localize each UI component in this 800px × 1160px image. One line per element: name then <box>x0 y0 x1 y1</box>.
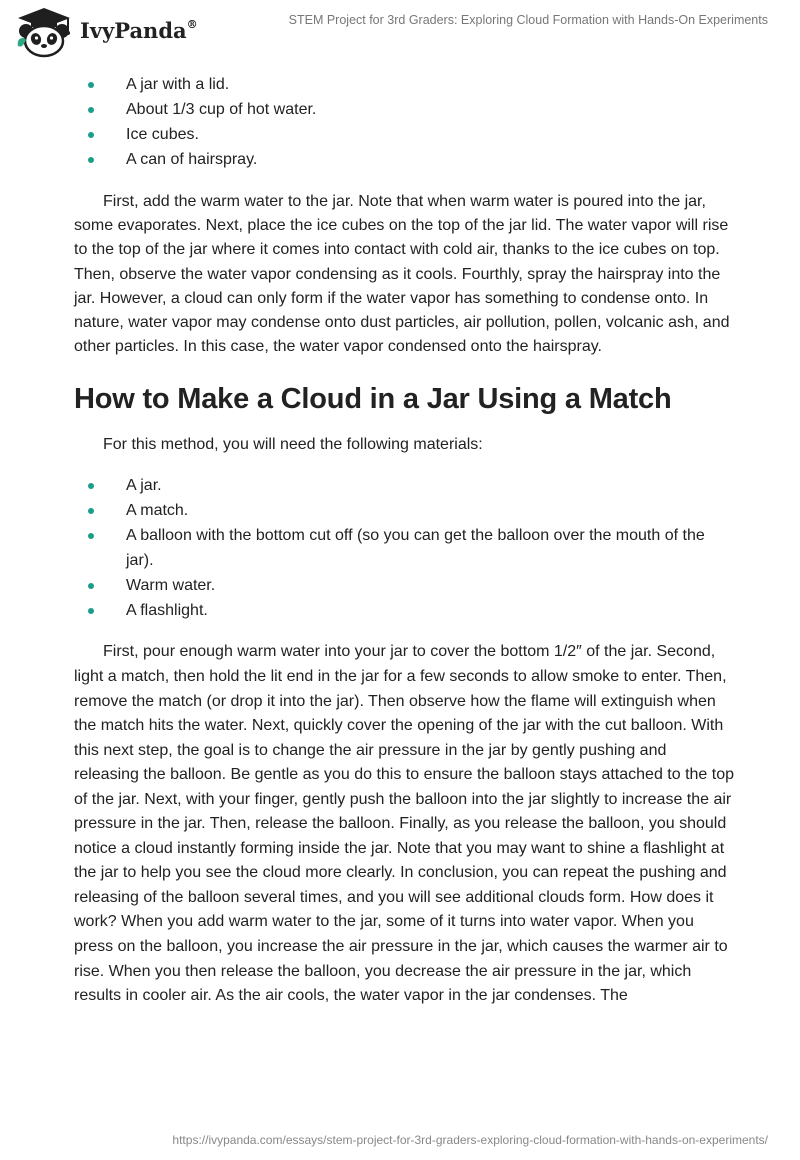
materials-list-2 <box>74 473 734 623</box>
list-item-text: A flashlight. <box>126 602 208 620</box>
list-item <box>74 473 734 498</box>
article-content <box>74 70 734 1009</box>
bullet-icon <box>88 533 94 539</box>
list-item <box>74 97 734 122</box>
list-item-text: A match. <box>126 502 189 520</box>
bullet-icon <box>88 508 94 514</box>
registered-mark: ® <box>186 18 198 31</box>
page-header <box>0 0 800 70</box>
list-item <box>74 72 734 97</box>
list-item <box>74 122 734 147</box>
list-item-text: A can of hairspray. <box>126 151 258 168</box>
logo-wordmark: IvyPanda <box>80 18 187 43</box>
source-url-link[interactable]: https://ivypanda.com/essays/stem-project-for-3rd-graders-exploring-cloud-formation-with-hands-on-experiments/ <box>172 1133 768 1147</box>
bullet-icon <box>88 583 94 589</box>
document-title: STEM Project for 3rd Graders: Exploring Cloud Formation with Hands-On Experiments <box>288 13 768 27</box>
list-item <box>74 498 734 523</box>
bullet-icon <box>88 132 94 138</box>
list-item <box>74 523 734 573</box>
list-item-text: About 1/3 cup of hot water. <box>126 101 317 118</box>
ivypanda-logo[interactable] <box>14 6 204 58</box>
bullet-icon <box>88 107 94 113</box>
list-item-text: Warm water. <box>126 577 216 595</box>
paragraph-hairspray-method: First, add the warm water to the jar. Note that when warm water is poured into the jar, some evaporates. Next, place the ice cubes on the top of the jar lid. The water vapor will rise to the top of the jar where it comes into contact with cold air, thanks to the ice cubes on top. Then, observe the water vapor condensing as it cools. Fourthly, spray the hairspray into the jar. However, a cloud can only form if the water vapor has something to condense onto. In nature, water vapor may condense onto dust particles, air pollution, pollen, volcanic ash, and other particles. In this case, the water vapor condensed onto the hairspray. <box>74 193 730 356</box>
list-item-text: Ice cubes. <box>126 126 199 143</box>
bullet-icon <box>88 608 94 614</box>
logo-text <box>80 18 198 43</box>
list-item-text: A jar. <box>126 477 162 495</box>
bullet-icon <box>88 157 94 163</box>
bullet-icon <box>88 483 94 489</box>
list-item-text: A jar with a lid. <box>126 76 230 93</box>
list-item <box>74 573 734 598</box>
list-item-text: A balloon with the bottom cut off (so you can get the balloon over the mouth of the jar). <box>126 527 705 570</box>
section-heading: How to Make a Cloud in a Jar Using a Match <box>74 383 672 416</box>
list-item <box>74 147 734 172</box>
materials-list-1 <box>74 72 734 172</box>
list-item <box>74 598 734 623</box>
paragraph-match-method: First, pour enough warm water into your jar to cover the bottom 1/2″ of the jar. Second, light a match, then hold the lit end in the jar for a few seconds to allow smoke to enter. Then, remove the match (or drop it into the jar). Then observe how the flame will extinguish when the match hits the water. Next, quickly cover the opening of the jar with the cut balloon. With this next step, the goal is to change the air pressure in the jar by gently pushing and releasing the balloon. Be gentle as you do this to ensure the balloon stays attached to the top of the jar. Next, with your finger, gently push the balloon into the jar slightly to increase the air pressure in the jar. Then, release the balloon. Finally, as you release the balloon, you should notice a cloud instantly forming inside the jar. Note that you may want to shine a flashlight at the jar to help you see the cloud more clearly. In conclusion, you can repeat the pushing and releasing of the balloon several times, and you will see additional clouds form. How does it work? When you add warm water to the jar, some of it turns into water vapor. When you press on the balloon, you increase the air pressure in the jar, which causes the warmer air to rise. When you then release the balloon, you decrease the air pressure in the jar, which results in cooler air. As the air cools, the water vapor in the jar condenses. The <box>74 643 735 1005</box>
bullet-icon <box>88 82 94 88</box>
materials-intro: For this method, you will need the following materials: <box>103 436 483 454</box>
panda-graduate-icon <box>14 6 76 58</box>
